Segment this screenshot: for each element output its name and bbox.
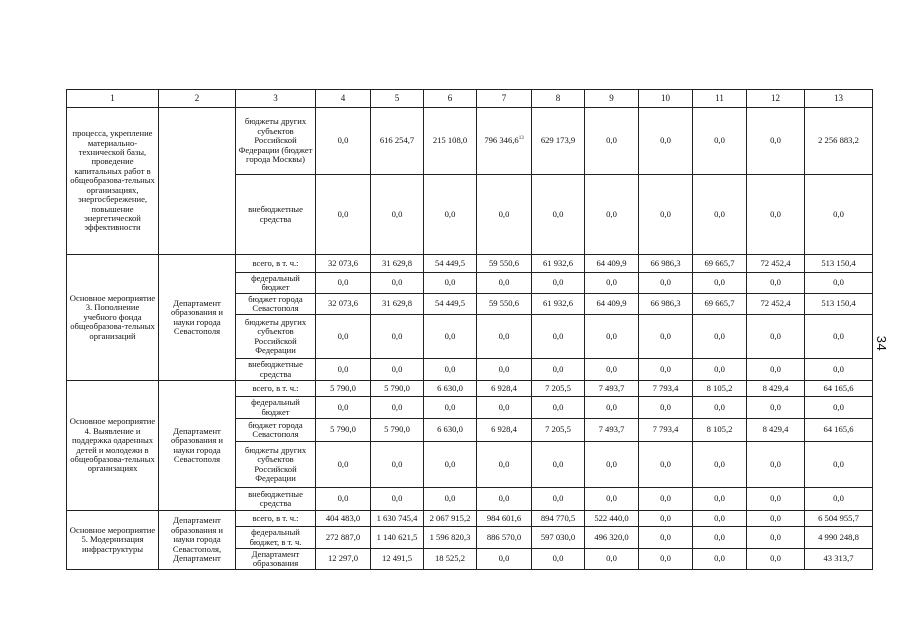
funding-source-cell: бюджеты других субъектов Российской Федерации: [236, 315, 316, 359]
value-cell: 72 452,4: [747, 294, 805, 315]
value-cell: 0,0: [747, 315, 805, 359]
value-cell: 8 105,2: [693, 419, 747, 442]
value-cell: 31 629,8: [371, 294, 424, 315]
value-cell: 59 550,6: [477, 255, 532, 273]
value-cell: 12 297,0: [316, 549, 371, 570]
executor-cell: Департамент образования и науки города Севастополя: [159, 381, 236, 511]
value-cell: 6 504 955,7: [805, 511, 873, 527]
value-cell: 0,0: [693, 315, 747, 359]
value-cell: 0,0: [532, 273, 585, 294]
column-header: 12: [747, 90, 805, 108]
value-cell: 0,0: [316, 359, 371, 381]
column-header: 4: [316, 90, 371, 108]
value-cell: 0,0: [477, 397, 532, 419]
value-cell: 0,0: [477, 315, 532, 359]
value-cell: 0,0: [371, 397, 424, 419]
value-cell: 0,0: [693, 397, 747, 419]
value-cell: 0,0: [585, 549, 639, 570]
value-cell: 0,0: [316, 397, 371, 419]
value-cell: 59 550,6: [477, 294, 532, 315]
value-cell: 0,0: [585, 315, 639, 359]
value-cell: 984 601,6: [477, 511, 532, 527]
value-cell: 0,0: [805, 397, 873, 419]
value-cell: 2 256 883,2: [805, 108, 873, 175]
value-cell: 0,0: [371, 488, 424, 511]
value-text: 796 346,6: [484, 135, 519, 146]
value-cell: [477, 108, 532, 175]
value-cell: 12 491,5: [371, 549, 424, 570]
value-cell: 0,0: [585, 488, 639, 511]
value-cell: 0,0: [532, 315, 585, 359]
value-cell: 0,0: [747, 108, 805, 175]
value-cell: 0,0: [693, 108, 747, 175]
funding-source-cell: бюджет города Севастополя: [236, 419, 316, 442]
value-cell: 0,0: [371, 315, 424, 359]
funding-source-cell: внебюджетные средства: [236, 488, 316, 511]
measure-cell: процесса, укрепление материально-технической базы, проведение капитальных работ в общеобразова-тельных организациях, энергосбережение, повышение энергетической эффективности: [67, 108, 159, 255]
value-cell: 0,0: [639, 273, 693, 294]
value-cell: 272 887,0: [316, 527, 371, 549]
value-cell: 5 790,0: [316, 381, 371, 397]
executor-cell: Департамент образования и науки города Севастополя: [159, 255, 236, 381]
value-cell: 0,0: [693, 273, 747, 294]
column-header: 7: [477, 90, 532, 108]
value-cell: 0,0: [585, 108, 639, 175]
value-cell: 0,0: [371, 442, 424, 488]
value-cell: 54 449,5: [424, 294, 477, 315]
value-cell: 0,0: [639, 511, 693, 527]
value-cell: 1 630 745,4: [371, 511, 424, 527]
value-cell: 616 254,7: [371, 108, 424, 175]
value-cell: 64 165,6: [805, 381, 873, 397]
value-cell: 5 790,0: [371, 381, 424, 397]
value-cell: 0,0: [693, 511, 747, 527]
funding-source-cell: бюджеты других субъектов Российской Федерации (бюджет города Москвы): [236, 108, 316, 175]
value-cell: 6 928,4: [477, 381, 532, 397]
value-cell: 0,0: [424, 442, 477, 488]
value-cell: 0,0: [424, 315, 477, 359]
funding-source-cell: всего, в т. ч.:: [236, 511, 316, 527]
funding-source-cell: внебюджетные средства: [236, 175, 316, 255]
value-cell: 404 483,0: [316, 511, 371, 527]
value-cell: 0,0: [477, 175, 532, 255]
value-cell: 0,0: [585, 273, 639, 294]
executor-cell: [159, 108, 236, 255]
value-cell: 0,0: [585, 359, 639, 381]
value-cell: 0,0: [371, 175, 424, 255]
value-cell: 32 073,6: [316, 255, 371, 273]
value-cell: 513 150,4: [805, 255, 873, 273]
value-cell: 0,0: [639, 442, 693, 488]
value-cell: 522 440,0: [585, 511, 639, 527]
value-cell: 66 986,3: [639, 294, 693, 315]
value-cell: 894 770,5: [532, 511, 585, 527]
value-cell: 0,0: [316, 108, 371, 175]
value-cell: 0,0: [639, 359, 693, 381]
value-cell: 6 630,0: [424, 381, 477, 397]
table-row: [67, 108, 873, 175]
value-cell: 0,0: [639, 549, 693, 570]
value-cell: 0,0: [693, 175, 747, 255]
value-cell: 69 665,7: [693, 294, 747, 315]
value-cell: 0,0: [747, 273, 805, 294]
value-cell: 0,0: [747, 442, 805, 488]
value-cell: 0,0: [805, 442, 873, 488]
column-header: 5: [371, 90, 424, 108]
value-cell: 0,0: [805, 359, 873, 381]
funding-source-cell: всего, в т. ч.:: [236, 255, 316, 273]
table-row: [67, 511, 873, 527]
value-cell: 8 429,4: [747, 419, 805, 442]
value-cell: 597 030,0: [532, 527, 585, 549]
table-row: [67, 255, 873, 273]
value-cell: 0,0: [532, 488, 585, 511]
value-cell: 31 629,8: [371, 255, 424, 273]
value-cell: 0,0: [424, 488, 477, 511]
value-cell: 61 932,6: [532, 255, 585, 273]
value-cell: 0,0: [424, 397, 477, 419]
funding-source-cell: федеральный бюджет: [236, 397, 316, 419]
value-cell: 64 409,9: [585, 255, 639, 273]
value-cell: 0,0: [316, 488, 371, 511]
measure-cell: Основное мероприятие 3. Пополнение учебного фонда общеобразова-тельных организаций: [67, 255, 159, 381]
value-cell: 0,0: [747, 527, 805, 549]
executor-cell: Департамент образования и науки города Севастополя, Департамент: [159, 511, 236, 570]
value-cell: 0,0: [532, 442, 585, 488]
value-cell: 7 493,7: [585, 381, 639, 397]
value-cell: 0,0: [805, 488, 873, 511]
value-cell: 18 525,2: [424, 549, 477, 570]
value-cell: 5 790,0: [316, 419, 371, 442]
value-cell: 0,0: [747, 175, 805, 255]
value-cell: 0,0: [424, 359, 477, 381]
footnote-mark: 13: [518, 136, 524, 142]
value-cell: 0,0: [477, 273, 532, 294]
value-cell: 0,0: [639, 527, 693, 549]
budget-table: [66, 89, 873, 570]
value-cell: 6 630,0: [424, 419, 477, 442]
value-cell: 0,0: [805, 273, 873, 294]
value-cell: 0,0: [747, 359, 805, 381]
value-cell: 629 173,9: [532, 108, 585, 175]
value-cell: 0,0: [693, 549, 747, 570]
value-cell: 0,0: [371, 359, 424, 381]
value-cell: 0,0: [316, 315, 371, 359]
value-cell: 0,0: [747, 511, 805, 527]
value-cell: 513 150,4: [805, 294, 873, 315]
value-cell: 0,0: [639, 397, 693, 419]
funding-source-cell: внебюджетные средства: [236, 359, 316, 381]
value-cell: 0,0: [747, 549, 805, 570]
table-row: [67, 381, 873, 397]
column-header: 2: [159, 90, 236, 108]
value-cell: 0,0: [639, 175, 693, 255]
value-cell: 0,0: [585, 442, 639, 488]
value-cell: 32 073,6: [316, 294, 371, 315]
value-cell: 6 928,4: [477, 419, 532, 442]
value-cell: 1 140 621,5: [371, 527, 424, 549]
value-cell: 0,0: [693, 488, 747, 511]
value-cell: 7 205,5: [532, 381, 585, 397]
value-cell: 0,0: [532, 175, 585, 255]
value-cell: 0,0: [424, 175, 477, 255]
funding-source-cell: федеральный бюджет, в т. ч.: [236, 527, 316, 549]
value-cell: 7 493,7: [585, 419, 639, 442]
value-cell: 0,0: [639, 488, 693, 511]
funding-source-cell: федеральный бюджет: [236, 273, 316, 294]
value-cell: 61 932,6: [532, 294, 585, 315]
value-cell: 4 990 248,8: [805, 527, 873, 549]
value-cell: 0,0: [805, 315, 873, 359]
value-cell: 8 429,4: [747, 381, 805, 397]
value-cell: 0,0: [747, 488, 805, 511]
value-cell: 0,0: [371, 273, 424, 294]
page-number: 34: [874, 335, 890, 352]
value-cell: 72 452,4: [747, 255, 805, 273]
value-cell: 0,0: [693, 442, 747, 488]
value-cell: 496 320,0: [585, 527, 639, 549]
measure-cell: Основное мероприятие 4. Выявление и поддержка одаренных детей и молодежи в общеобразова-тельных организациях: [67, 381, 159, 511]
funding-source-cell: бюджет города Севастополя: [236, 294, 316, 315]
value-cell: 0,0: [477, 549, 532, 570]
column-number-row: [67, 90, 873, 108]
value-cell: 0,0: [316, 442, 371, 488]
value-cell: 7 793,4: [639, 381, 693, 397]
value-cell: 0,0: [693, 359, 747, 381]
value-cell: 2 067 915,2: [424, 511, 477, 527]
value-cell: 43 313,7: [805, 549, 873, 570]
funding-source-cell: всего, в т. ч.:: [236, 381, 316, 397]
column-header: 13: [805, 90, 873, 108]
value-cell: 64 165,6: [805, 419, 873, 442]
value-cell: 0,0: [532, 359, 585, 381]
value-cell: 0,0: [424, 273, 477, 294]
value-cell: 0,0: [639, 108, 693, 175]
value-cell: 8 105,2: [693, 381, 747, 397]
value-cell: 66 986,3: [639, 255, 693, 273]
measure-cell: Основное мероприятие 5. Модернизация инфраструктуры: [67, 511, 159, 570]
value-cell: 0,0: [477, 442, 532, 488]
column-header: 9: [585, 90, 639, 108]
value-cell: 64 409,9: [585, 294, 639, 315]
funding-source-cell: бюджеты других субъектов Российской Федерации: [236, 442, 316, 488]
value-cell: 5 790,0: [371, 419, 424, 442]
value-cell: 0,0: [477, 359, 532, 381]
value-cell: 0,0: [477, 488, 532, 511]
value-cell: 0,0: [585, 397, 639, 419]
value-cell: 54 449,5: [424, 255, 477, 273]
value-cell: 0,0: [805, 175, 873, 255]
value-cell: 0,0: [316, 273, 371, 294]
value-cell: 886 570,0: [477, 527, 532, 549]
value-cell: 7 205,5: [532, 419, 585, 442]
value-cell: 0,0: [747, 397, 805, 419]
value-cell: 1 596 820,3: [424, 527, 477, 549]
value-cell: 0,0: [532, 397, 585, 419]
value-cell: 69 665,7: [693, 255, 747, 273]
value-cell: 7 793,4: [639, 419, 693, 442]
column-header: 1: [67, 90, 159, 108]
funding-source-cell: Департамент образования: [236, 549, 316, 570]
column-header: 8: [532, 90, 585, 108]
value-cell: 0,0: [532, 549, 585, 570]
value-cell: 0,0: [693, 527, 747, 549]
column-header: 10: [639, 90, 693, 108]
value-cell: 0,0: [639, 315, 693, 359]
value-cell: 0,0: [316, 175, 371, 255]
value-cell: 0,0: [585, 175, 639, 255]
value-cell: 215 108,0: [424, 108, 477, 175]
column-header: 11: [693, 90, 747, 108]
column-header: 6: [424, 90, 477, 108]
column-header: 3: [236, 90, 316, 108]
